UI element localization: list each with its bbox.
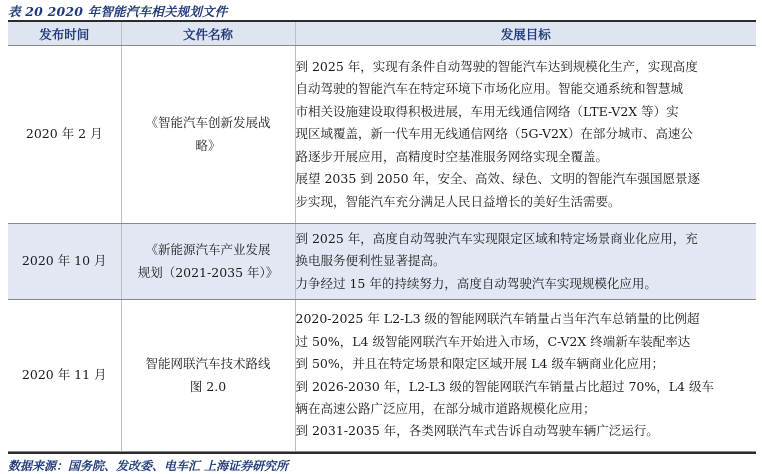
header-goals: 发展目标 [295,22,756,46]
goal-line: 到 2025 年，高度自动驾驶汽车实现限定区域和特定场景商业化应用，充 [295,230,698,246]
goal-line: 到 2031-2035 年，各类网联汽车式告诉自动驾驶车辆广泛运行。 [295,423,659,439]
row-date: 2020 年 2 月 [8,46,121,224]
document-line: 规划（2021-2035 年）》 [137,264,279,280]
goal-line: 力争经过 15 年的持续努力，高度自动驾驶汽车实现规模化应用。 [295,275,657,291]
row-document [121,224,295,300]
document-line: 智能网联汽车技术路线 [145,356,271,372]
goal-line: 步实现，智能汽车充分满足人民日益增长的美好生活需要。 [295,193,621,209]
goal-line: 到 50%，并且在特定场景和限定区域开展 L4 级车辆商业化应用； [295,356,664,372]
row-goals [295,46,756,224]
row-date: 2020 年 11 月 [8,300,121,452]
goal-line: 现区域覆盖，新一代车用无线通信网络（5G-V2X）在部分城市、高速公 [295,126,693,142]
header-document: 文件名称 [121,22,295,46]
document-line: 《智能汽车创新发展战 [145,115,271,131]
goal-line: 换电服务便利性显著提高。 [295,253,446,269]
document-line: 《新能源汽车产业发展 [145,242,271,258]
row-goals [295,300,756,452]
row-date: 2020 年 10 月 [8,224,121,300]
goal-line: 展望 2035 到 2050 年，安全、高效、绿色、文明的智能汽车强国愿景逐 [295,171,701,187]
goal-line: 路逐步开展应用，高精度时空基准服务网络实现全覆盖。 [295,148,609,164]
table-row [8,46,756,224]
goal-line: 市相关设施建设取得积极进展，车用无线通信网络（LTE-V2X 等）实 [295,103,679,119]
document-line: 略》 [195,137,221,153]
bottom-rule [8,452,756,454]
row-document [121,46,295,224]
table-header-row [8,22,756,46]
goal-line: 到 2026-2030 年，L2-L3 级的智能网联汽车销量占比超过 70%，L4 级车 [295,378,714,394]
row-document [121,300,295,452]
header-date: 发布时间 [8,22,121,46]
source-note: 数据来源：国务院、发改委、电车汇 上海证券研究所 [8,459,289,473]
row-goals [295,224,756,300]
table-row [8,224,756,300]
planning-documents-table [8,22,756,452]
goal-line: 到 2025 年，实现有条件自动驾驶的智能汽车达到规模化生产，实现高度 [295,59,698,75]
goal-line: 辆在高速公路广泛应用，在部分城市道路规模化应用； [295,400,596,416]
goal-line: 自动驾驶的智能汽车在特定环境下市场化应用。智能交通系统和智慧城 [295,81,684,97]
document-line: 图 2.0 [189,378,227,394]
goal-line: 2020-2025 年 L2-L3 级的智能网联汽车销量占当年汽车总销量的比例超 [295,311,700,327]
table-caption: 表 20 2020 年智能汽车相关规划文件 [8,4,228,19]
table-row [8,300,756,452]
goal-line: 过 50%，L4 级智能网联汽车开始进入市场，C-V2X 终端新车装配率达 [295,333,691,349]
